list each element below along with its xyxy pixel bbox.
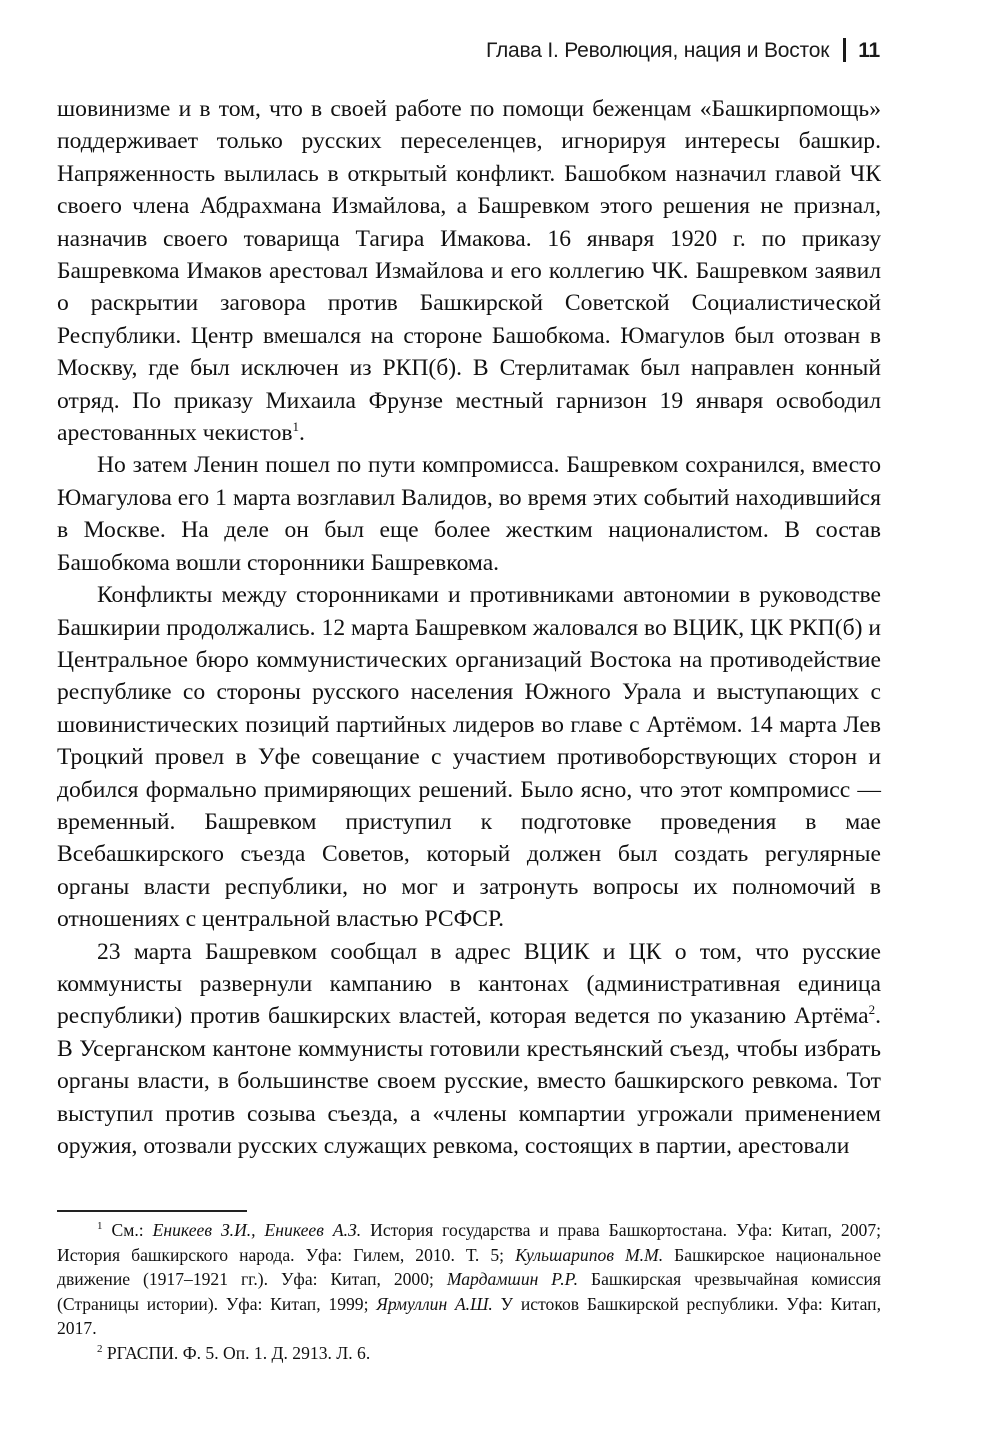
footnotes <box>57 1218 881 1366</box>
footnote-1: $^1$ См.: Еникеев З.И., Еникеев А.З. История государства и права Башкортостана. Уфа: Китап, 2007; История башкирского народа. Уфа: Гилем, 2010. Т. 5; Кульшарипов М.М. Башкирское национальное движение (1917–1921 гг.). Уфа: Китап, 2000; Мардамшин Р.Р. Башкирская чрезвычайная комиссия (Страницы истории). Уфа: Китап, 1999; Ярмуллин А.Ш. У истоков Башкирской республики. Уфа: Китап, 2017. <box>57 1220 882 1339</box>
chapter-title: Глава I. Революция, нация и Восток <box>485 39 830 62</box>
paragraph-3: Конфликты между сторонниками и противниками автономии в руководстве Башкирии продолжались. 12 марта Башревком жаловался во ВЦИК, ЦК РКП(б) и Центральное бюро коммунистических организаций Востока на противодействие республике со стороны русского населения Южного Урала и выступающих с шовинистических позиций партийных лидеров во главе с Артёмом. 14 марта Лев Троцкий провел в Уфе совещание с участием противоборствующих сторон и добился формально примиряющих решений. Было ясно, что этот компромисс — временный. Башревком приступил к подготовке проведения в мае Всебашкирского съезда Советов, который должен был создать регулярные органы власти республики, но мог и затронуть вопросы их полномочий в отношениях с центральной властью РСФСР. <box>57 582 881 933</box>
footnote-divider <box>57 1210 247 1212</box>
author-1: Еникеев З.И., Еникеев А.З. <box>152 1220 362 1240</box>
paragraph-2: Но затем Ленин пошел по пути компромисса. Башревком сохранился, вместо Юмагулова его 1 марта возглавил Валидов, во время этих событий находившийся в Москве. На деле он был еще более жестким националистом. В состав Башобкома вошли сторонники Башревкома. <box>57 452 881 576</box>
footnote-ref-1[interactable]: 1 <box>292 419 300 435</box>
running-header <box>486 38 880 63</box>
author-2: Кульшарипов М.М. <box>515 1244 664 1265</box>
main-text <box>57 93 881 1162</box>
footnote-mark-1: 1 <box>97 1220 103 1232</box>
footnote-2: $^2$ РГАСПИ. Ф. 5. Оп. 1. Д. 2913. Л. 6. <box>97 1342 371 1363</box>
author-3: Мардамшин Р.Р. <box>446 1269 579 1290</box>
footnote-ref-2[interactable]: 2 <box>868 1002 876 1018</box>
paragraph-4: 23 марта Башревком сообщал в адрес ВЦИК и ЦК о том, что русские коммунисты развернули кампанию в кантонах (административная единица республики) против башкирских властей, которая ведется по указанию Артёма$^2$. В Усерганском кантоне коммунисты готовили крестьянский съезд, чтобы избрать органы власти, в большинстве своем русские, вместо башкирского ревкома. Тот выступил против созыва съезда, а «члены компартии угрожали применением оружия, отозвали русских служащих ревкома, состоящих в партии, арестовали <box>57 938 881 1159</box>
header-separator <box>843 38 846 62</box>
author-4: Ярмуллин А.Ш. <box>376 1293 493 1314</box>
paragraph-1: шовинизме и в том, что в своей работе по помощи беженцам «Башкирпомощь» поддерживает только русских переселенцев, игнорируя интересы башкир. Напряженность вылилась в открытый конфликт. Башобком назначил главой ЧК своего члена Абдрахмана Измайлова, а Башревком этого решения не признал, назначив своего товарища Тагира Имакова. 16 января 1920 г. по приказу Башревкома Имаков арестовал Измайлова и его коллегию ЧК. Башревком заявил о раскрытии заговора против Башкирской Советской Социалистической Республики. Центр вмешался на стороне Башобкома. Юмагулов был отозван в Москву, где был исключен из РКП(б). В Стерлитамак был направлен конный отряд. По приказу Михаила Фрунзе местный гарнизон 19 января освободил арестованных чекистов$^1$. <box>57 96 881 447</box>
footnote-mark-2: 2 <box>97 1342 103 1355</box>
page-number: 11 <box>858 39 880 62</box>
